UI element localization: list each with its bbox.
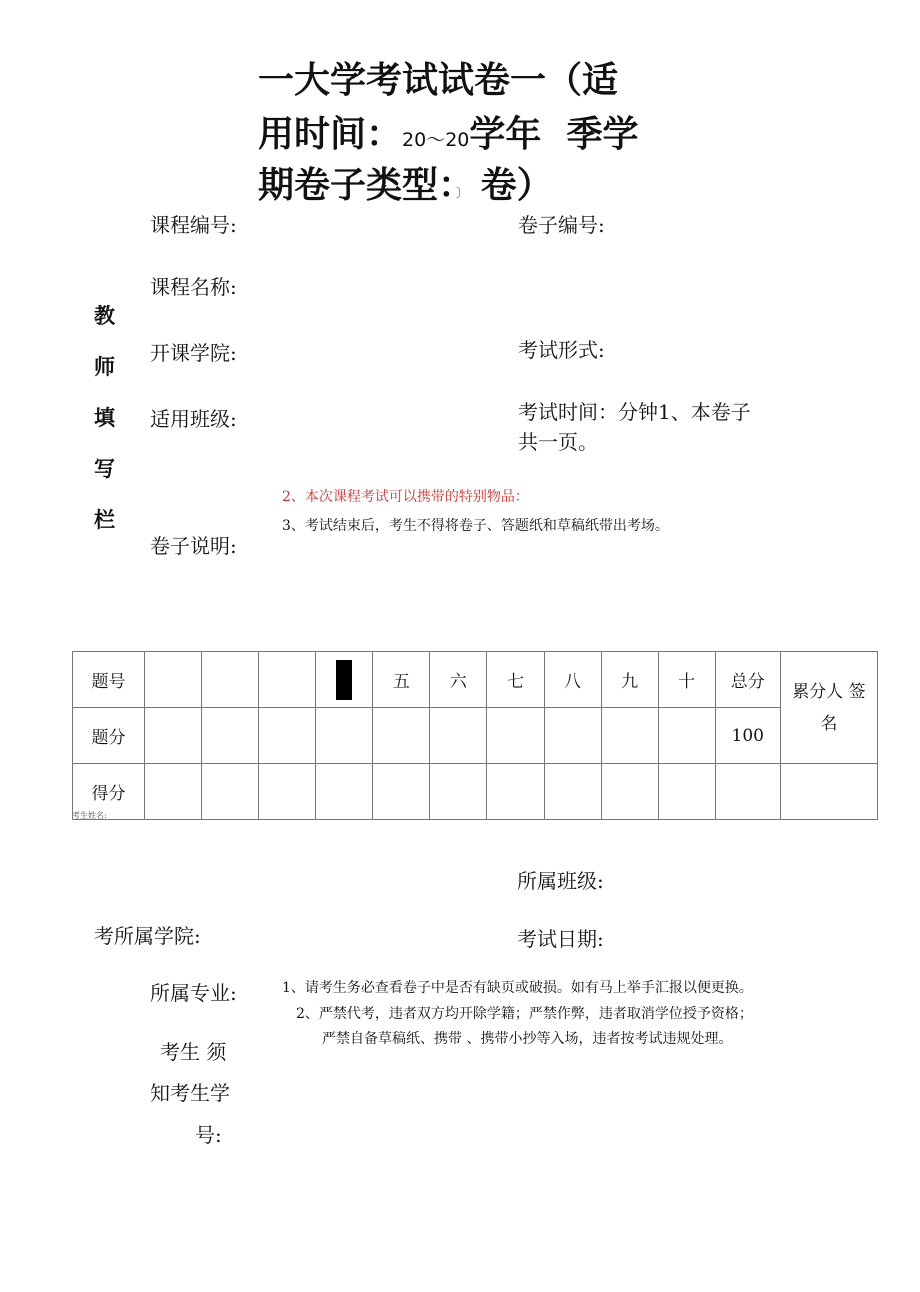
points-cell[interactable] (259, 708, 316, 764)
title-academic-year: 学年 (469, 114, 542, 155)
applicable-class-label: 适用班级: (150, 407, 237, 431)
vertical-label-char-1: 教 (94, 304, 115, 328)
points-cell[interactable] (316, 708, 373, 764)
points-cell[interactable] (487, 708, 544, 764)
points-cell[interactable] (658, 708, 715, 764)
course-name-label: 课程名称: (150, 275, 237, 299)
paper-notes-label: 卷子说明: (150, 534, 237, 558)
student-college-label: 考所属学院: (94, 924, 201, 948)
redaction-bar (336, 660, 352, 700)
student-class-label: 所属班级: (517, 869, 604, 893)
vertical-label-char-2: 师 (94, 355, 115, 379)
question-no-cell: 七 (487, 652, 544, 708)
title-paper-suffix: 卷） (480, 165, 553, 206)
title-period-label: 用时间： (258, 114, 403, 155)
score-cell[interactable] (658, 764, 715, 820)
signer-label-cell: 累分人 签名 (780, 652, 877, 764)
row-label-question-no: 题号 (73, 652, 145, 708)
total-label-cell: 总分 (715, 652, 780, 708)
score-cell[interactable] (430, 764, 487, 820)
points-cell[interactable] (601, 708, 658, 764)
row-label-score: 得分 (73, 764, 145, 820)
student-notice-line2: 知考生学 (150, 1081, 230, 1105)
exam-rule-2: 2、严禁代考，违者双方均开除学籍；严禁作弊，违者取消学位授予资格； (296, 1006, 753, 1022)
points-cell[interactable] (544, 708, 601, 764)
exam-date-label: 考试日期: (517, 927, 604, 951)
student-name-tiny-label: 考生姓名: (72, 811, 107, 820)
question-no-cell: 八 (544, 652, 601, 708)
points-cell[interactable] (202, 708, 259, 764)
score-cell[interactable] (487, 764, 544, 820)
question-no-cell (259, 652, 316, 708)
title-bracket-mark: 〕 (456, 186, 469, 200)
offering-college-label: 开课学院: (150, 341, 237, 365)
score-row (73, 764, 878, 820)
score-cell[interactable] (259, 764, 316, 820)
score-cell[interactable] (601, 764, 658, 820)
exam-title-line1: 一大学考试试卷一（适 (258, 60, 619, 101)
score-cell[interactable] (202, 764, 259, 820)
vertical-label-char-5: 栏 (94, 508, 115, 532)
signer-signature-cell[interactable] (780, 764, 877, 820)
exam-time-pages: 共一页。 (518, 430, 598, 454)
exam-rule-1: 1、请考生务必查看卷子中是否有缺页或破损。如有马上举手汇报以便更换。 (282, 980, 753, 996)
student-id-label: 号: (195, 1123, 222, 1147)
question-no-cell: 九 (601, 652, 658, 708)
question-no-cell: 五 (373, 652, 430, 708)
total-score-cell[interactable] (715, 764, 780, 820)
score-cell[interactable] (316, 764, 373, 820)
question-no-cell: 十 (658, 652, 715, 708)
score-cell[interactable] (373, 764, 430, 820)
title-semester: 季学 (566, 114, 639, 155)
exam-time-label: 考试时间：分钟1、本卷子 (518, 400, 751, 424)
question-no-cell (145, 652, 202, 708)
score-cell[interactable] (544, 764, 601, 820)
exam-title-line3 (258, 157, 553, 222)
exam-rule-3: 严禁自备草稿纸、携带 、携带小抄等入场，违者按考试违规处理。 (322, 1031, 733, 1047)
score-table (72, 651, 878, 820)
vertical-label-char-3: 填 (94, 406, 115, 430)
paper-note-3: 3、考试结束后，考生不得将卷子、答题纸和草稿纸带出考场。 (282, 518, 669, 534)
points-cell[interactable] (373, 708, 430, 764)
title-paper-type-label: 期卷子类型： (258, 165, 457, 206)
exam-form-label: 考试形式: (518, 338, 605, 362)
total-points-cell: 100 (715, 708, 780, 764)
question-no-cell (202, 652, 259, 708)
vertical-label-char-4: 写 (94, 457, 115, 481)
question-points-row (73, 708, 878, 764)
points-cell[interactable] (145, 708, 202, 764)
paper-note-2: 2、本次课程考试可以携带的特别物品： (282, 489, 529, 505)
title-years: 20〜20 (402, 129, 470, 151)
question-no-cell: 六 (430, 652, 487, 708)
points-cell[interactable] (430, 708, 487, 764)
question-no-cell (316, 652, 373, 708)
student-major-label: 所属专业: (150, 981, 237, 1005)
question-number-row (73, 652, 878, 708)
paper-code-label: 卷子编号: (518, 213, 605, 237)
score-cell[interactable] (145, 764, 202, 820)
student-notice-line1: 考生 须 (160, 1040, 227, 1064)
row-label-points: 题分 (73, 708, 145, 764)
course-code-label: 课程编号: (150, 213, 237, 237)
